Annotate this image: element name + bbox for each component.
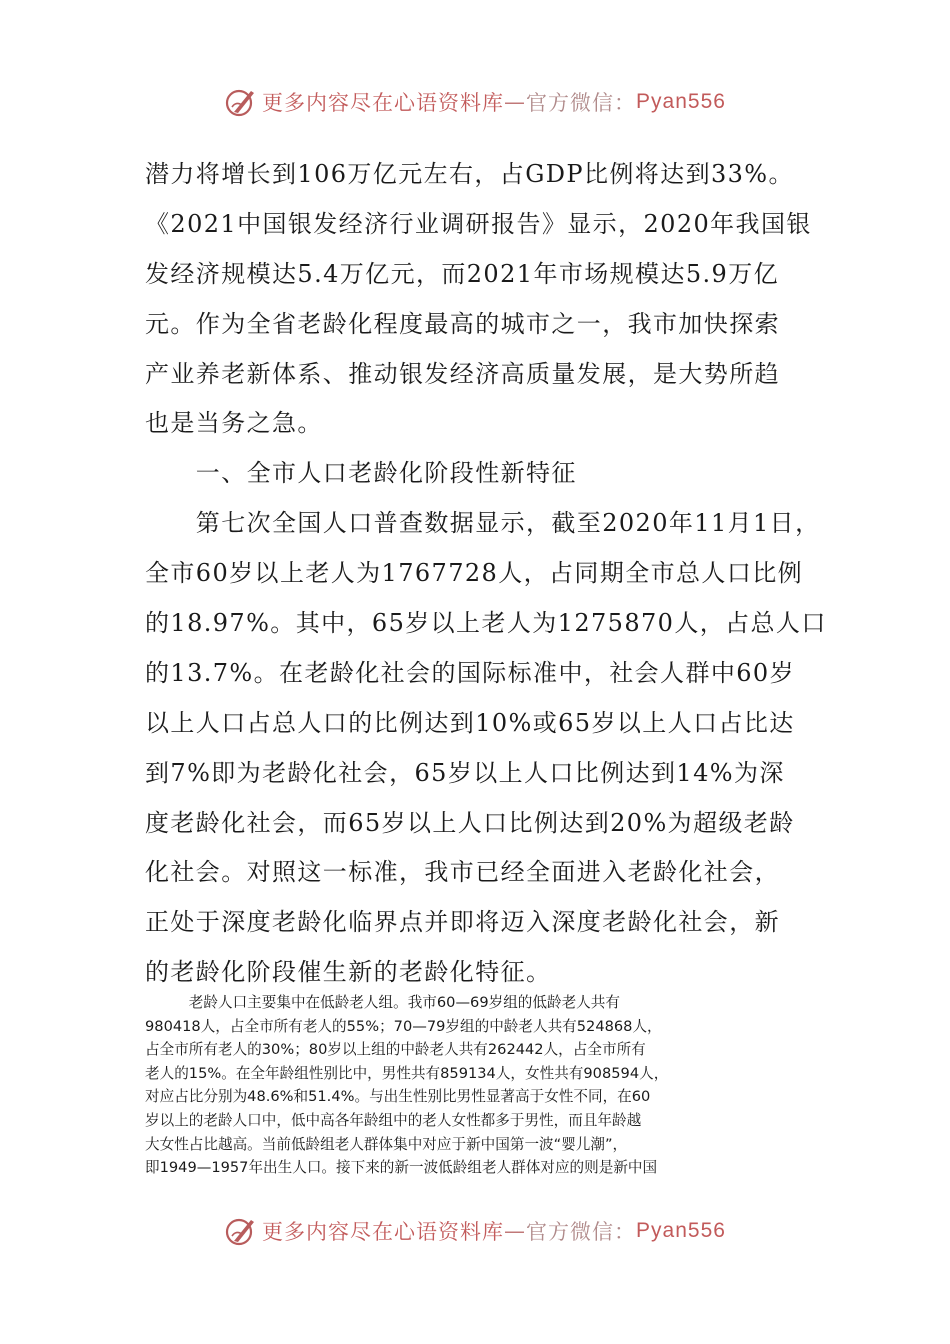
body-line: 到7%即为老龄化社会，65岁以上人口比例达到14%为深	[145, 758, 785, 787]
body-line: 的13.7%。在老龄化社会的国际标准中，社会人群中60岁	[145, 658, 795, 687]
document-body	[145, 150, 827, 998]
small-line: 岁以上的老龄人口中，低中高各年龄组中的老人女性都多于男性，而且年龄越	[145, 1111, 642, 1129]
banner-wechat-label: 官方微信：	[526, 1220, 637, 1244]
body-line: 全市60岁以上老人为1767728人，占同期全市总人口比例	[145, 559, 804, 588]
small-line: 老人的15%。在全年龄组性别比中，男性共有859134人，女性共有908594人，	[145, 1064, 669, 1082]
small-line: 980418人，占全市所有老人的55%；70—79岁组的中龄老人共有524868人，	[145, 1017, 662, 1035]
small-line: 即1949—1957年出生人口。接下来的新一波低龄组老人群体对应的则是新中国	[145, 1159, 658, 1177]
body-line: 的18.97%。其中，65岁以上老人为1275870人，占总人口	[145, 609, 827, 638]
body-line: 度老龄化社会，而65岁以上人口比例达到20%为超级老龄	[145, 808, 795, 837]
banner-wechat-id: Pyan556	[636, 90, 726, 113]
banner-wechat-label: 官方微信：	[526, 91, 637, 115]
body-line: 化社会。对照这一标准，我市已经全面进入老龄化社会，	[145, 858, 780, 887]
body-line: 也是当务之急。	[145, 409, 323, 438]
header-banner	[0, 82, 950, 122]
small-line: 大女性占比越高。当前低龄组老人群体集中对应于新中国第一波“婴儿潮”，	[145, 1135, 628, 1153]
banner-brand-text: 更多内容尽在心语资料库	[262, 91, 505, 115]
body-line: 的老龄化阶段催生新的老龄化特征。	[145, 958, 552, 987]
body-line: 《2021中国银发经济行业调研报告》显示，2020年我国银	[145, 209, 812, 238]
section-heading: 一、全市人口老龄化阶段性新特征	[145, 459, 577, 488]
banner-dash: —	[504, 1219, 527, 1243]
small-line: 老龄人口主要集中在低龄老人组。我市60—69岁组的低龄老人共有	[145, 994, 620, 1011]
quill-logo-icon	[224, 1214, 258, 1248]
banner-wechat-id: Pyan556	[636, 1219, 726, 1242]
banner-dash: —	[504, 90, 527, 114]
body-line: 以上人口占总人口的比例达到10%或65岁以上人口占比达	[145, 708, 795, 737]
footer-banner	[0, 1211, 950, 1251]
body-line: 潜力将增长到106万亿元左右，占GDP比例将达到33%。	[145, 160, 794, 188]
body-line: 正处于深度老龄化临界点并即将迈入深度老龄化社会，新	[145, 908, 780, 937]
body-line: 产业养老新体系、推动银发经济高质量发展，是大势所趋	[145, 359, 780, 388]
quill-logo-icon	[224, 85, 258, 119]
banner-brand-text: 更多内容尽在心语资料库	[262, 1220, 505, 1244]
body-line: 发经济规模达5.4万亿元，而2021年市场规模达5.9万亿	[145, 259, 780, 288]
small-line: 对应占比分别为48.6%和51.4%。与出生性别比男性显著高于女性不同，在60	[145, 1088, 651, 1106]
body-line: 元。作为全省老龄化程度最高的城市之一，我市加快探索	[145, 309, 780, 338]
small-line: 占全市所有老人的30%；80岁以上组的中龄老人共有262442人，占全市所有	[145, 1041, 646, 1059]
small-paragraph	[145, 991, 820, 1180]
body-line: 第七次全国人口普查数据显示，截至2020年11月1日，	[145, 509, 821, 538]
